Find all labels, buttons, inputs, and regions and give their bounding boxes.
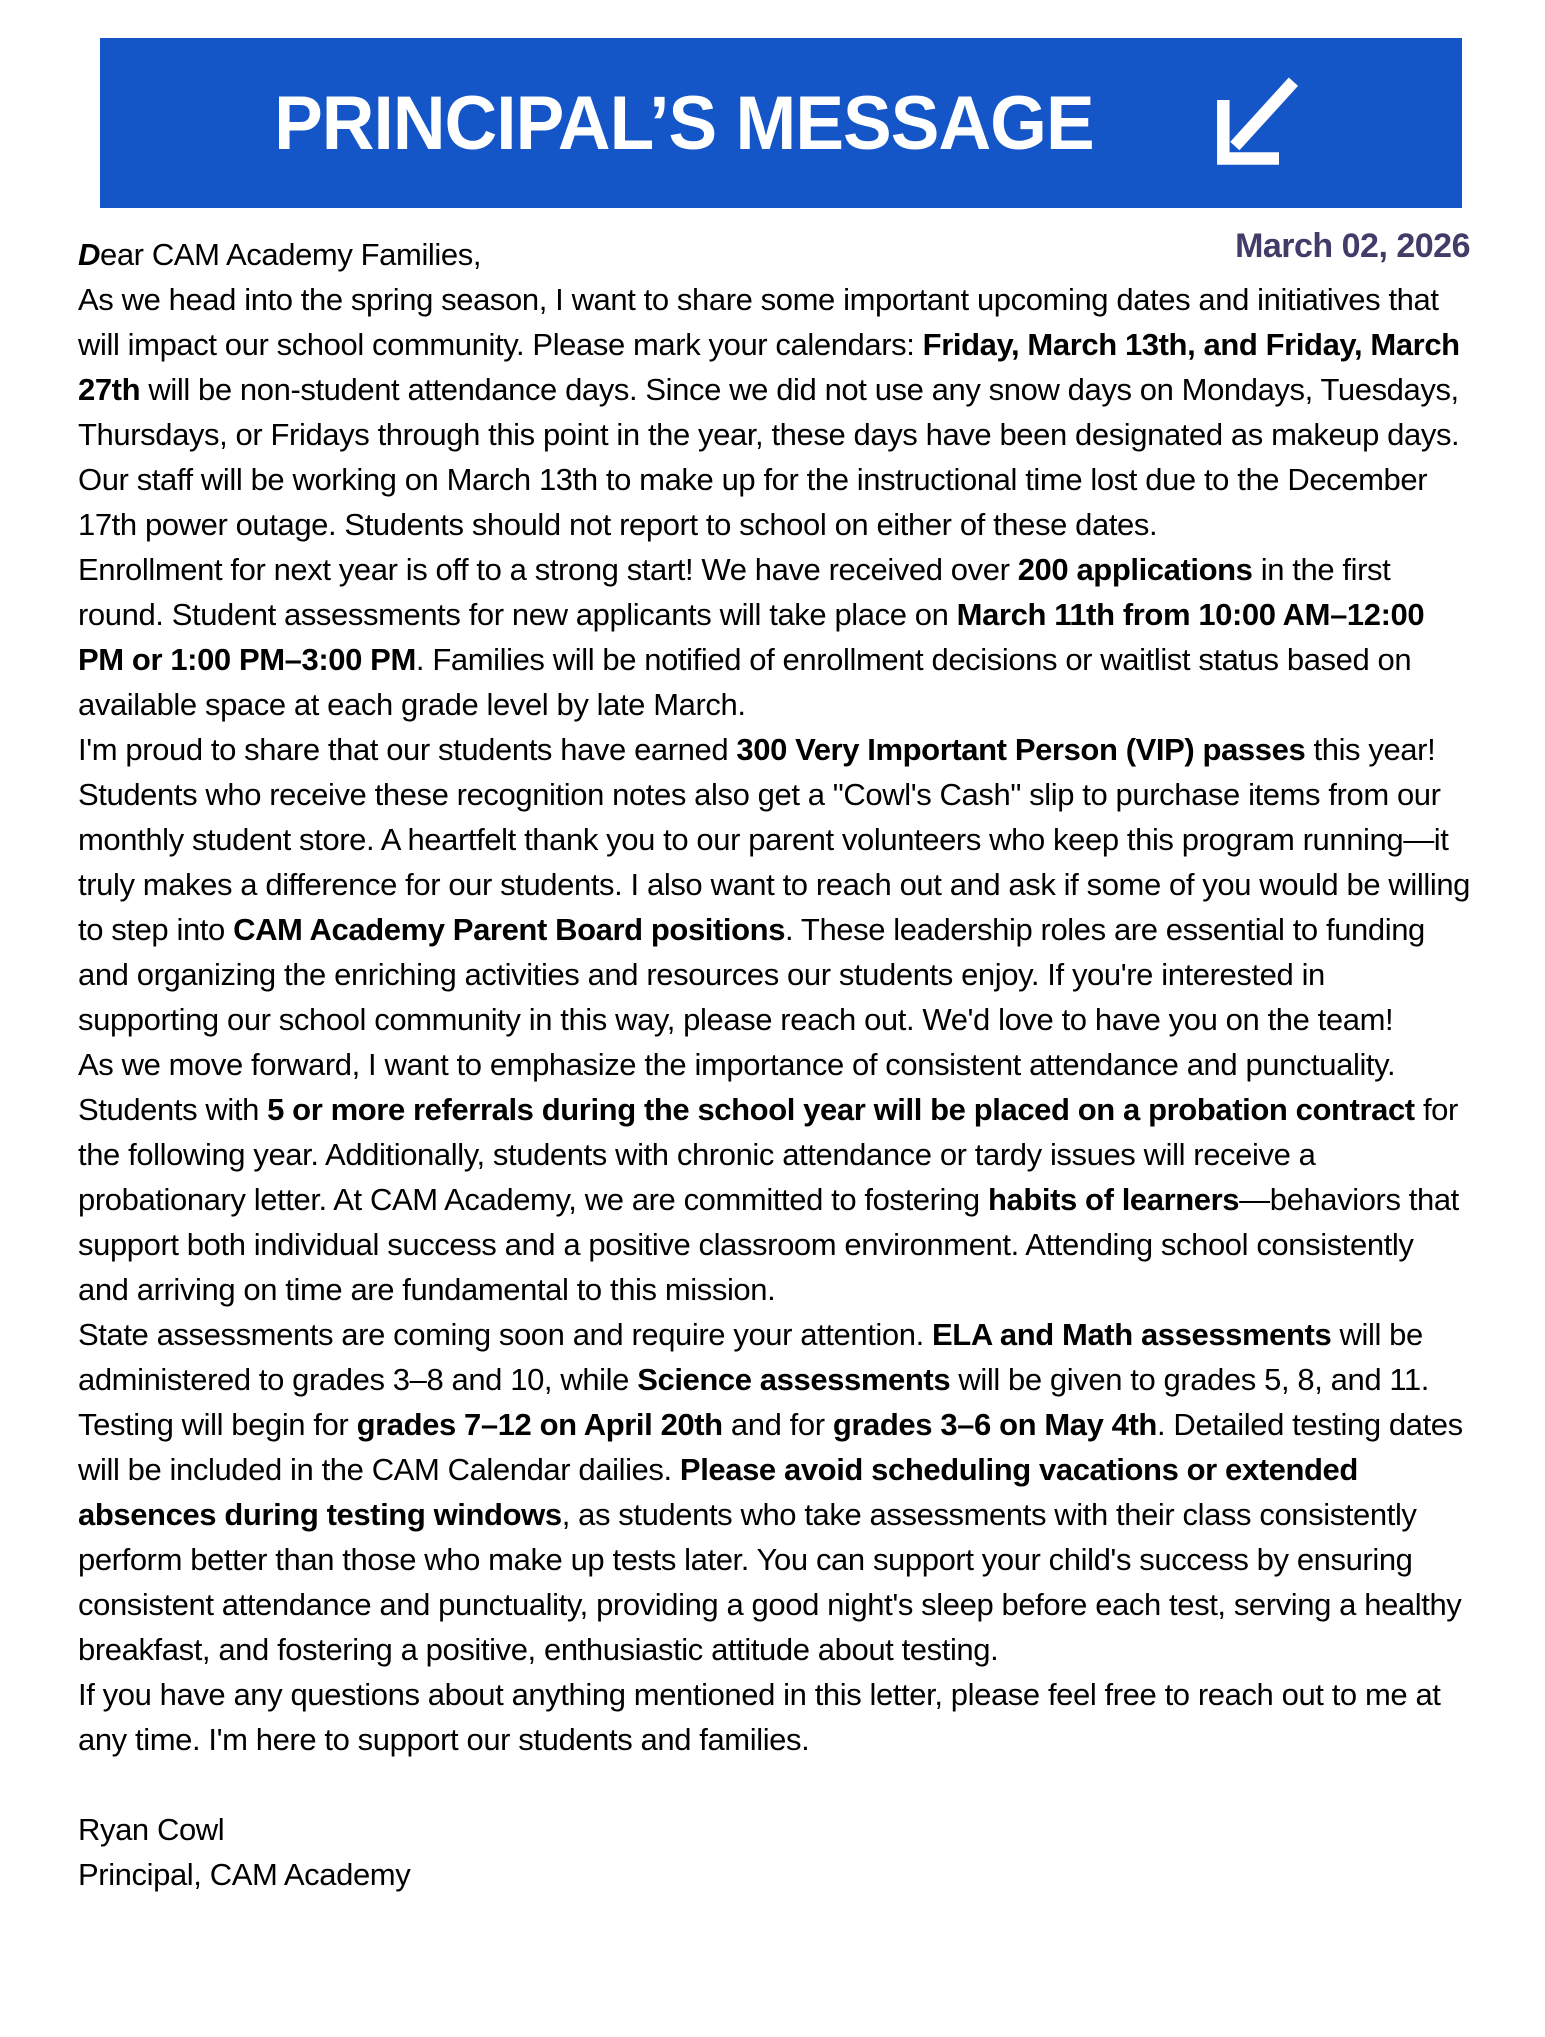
paragraph: I'm proud to share that our students have earned 300 Very Important Person (VIP) passes this year! Students who receive these recognition notes also get a "Cowl's Cash" slip to purchase items from our monthly student store. A heartfelt thank you to our parent volunteers who keep this program running—it truly makes a difference for our students. I also want to reach out and ask if some of you would be willing to step into CAM Academy Parent Board positions. These leadership roles are essential to funding and organizing the enriching activities and resources our students enjoy. If you're interested in supporting our school community in this way, please reach out. We'd love to have you on the team! xyxy=(78,732,1470,1037)
signature-block xyxy=(78,1807,1470,1897)
paragraph: If you have any questions about anything mentioned in this letter, please feel free to reach out to me at any time. I'm here to support our students and families. xyxy=(78,1677,1441,1757)
signature-name: Ryan Cowl xyxy=(78,1812,225,1847)
header-banner xyxy=(100,38,1462,208)
letter-paragraphs xyxy=(78,232,1470,1762)
letter-body xyxy=(0,208,1545,1897)
paragraph: As we move forward, I want to emphasize the importance of consistent attendance and punctuality. Students with 5 or more referrals during the school year will be placed on a probation contract for the following year. Additionally, students with chronic attendance or tardy issues will receive a probationary letter. At CAM Academy, we are committed to fostering habits of learners—behaviors that support both individual success and a positive classroom environment. Attending school consistently and arriving on time are fundamental to this mission. xyxy=(78,1047,1459,1307)
page xyxy=(0,38,1545,2037)
signature-role: Principal, CAM Academy xyxy=(78,1857,411,1892)
page-title: PRINCIPAL’S MESSAGE xyxy=(273,80,1094,166)
arrow-down-left-icon xyxy=(1205,75,1305,171)
paragraph: Dear CAM Academy Families, xyxy=(78,237,482,272)
paragraph: As we head into the spring season, I want to share some important upcoming dates and initiatives that will impact our school community. Please mark your calendars: Friday, March 13th, and Friday, March 27th will be non-student attendance days. Since we did not use any snow days on Mondays, Tuesdays, Thursdays, or Fridays through this point in the year, these days have been designated as makeup days. Our staff will be working on March 13th to make up for the instructional time lost due to the December 17th power outage. Students should not report to school on either of these dates. xyxy=(78,282,1460,542)
letter-date: March 02, 2026 xyxy=(1235,227,1470,265)
paragraph: State assessments are coming soon and require your attention. ELA and Math assessments will be administered to grades 3–8 and 10, while Science assessments will be given to grades 5, 8, and 11. Testing will begin for grades 7–12 on April 20th and for grades 3–6 on May 4th. Detailed testing dates will be included in the CAM Calendar dailies. Please avoid scheduling vacations or extended absences during testing windows, as students who take assessments with their class consistently perform better than those who make up tests later. You can support your child's success by ensuring consistent attendance and punctuality, providing a good night's sleep before each test, serving a healthy breakfast, and fostering a positive, enthusiastic attitude about testing. xyxy=(78,1317,1463,1667)
paragraph: Enrollment for next year is off to a strong start! We have received over 200 applications in the first round. Student assessments for new applicants will take place on March 11th from 10:00 AM–12:00 PM or 1:00 PM–3:00 PM. Families will be notified of enrollment decisions or waitlist status based on available space at each grade level by late March. xyxy=(78,552,1425,722)
